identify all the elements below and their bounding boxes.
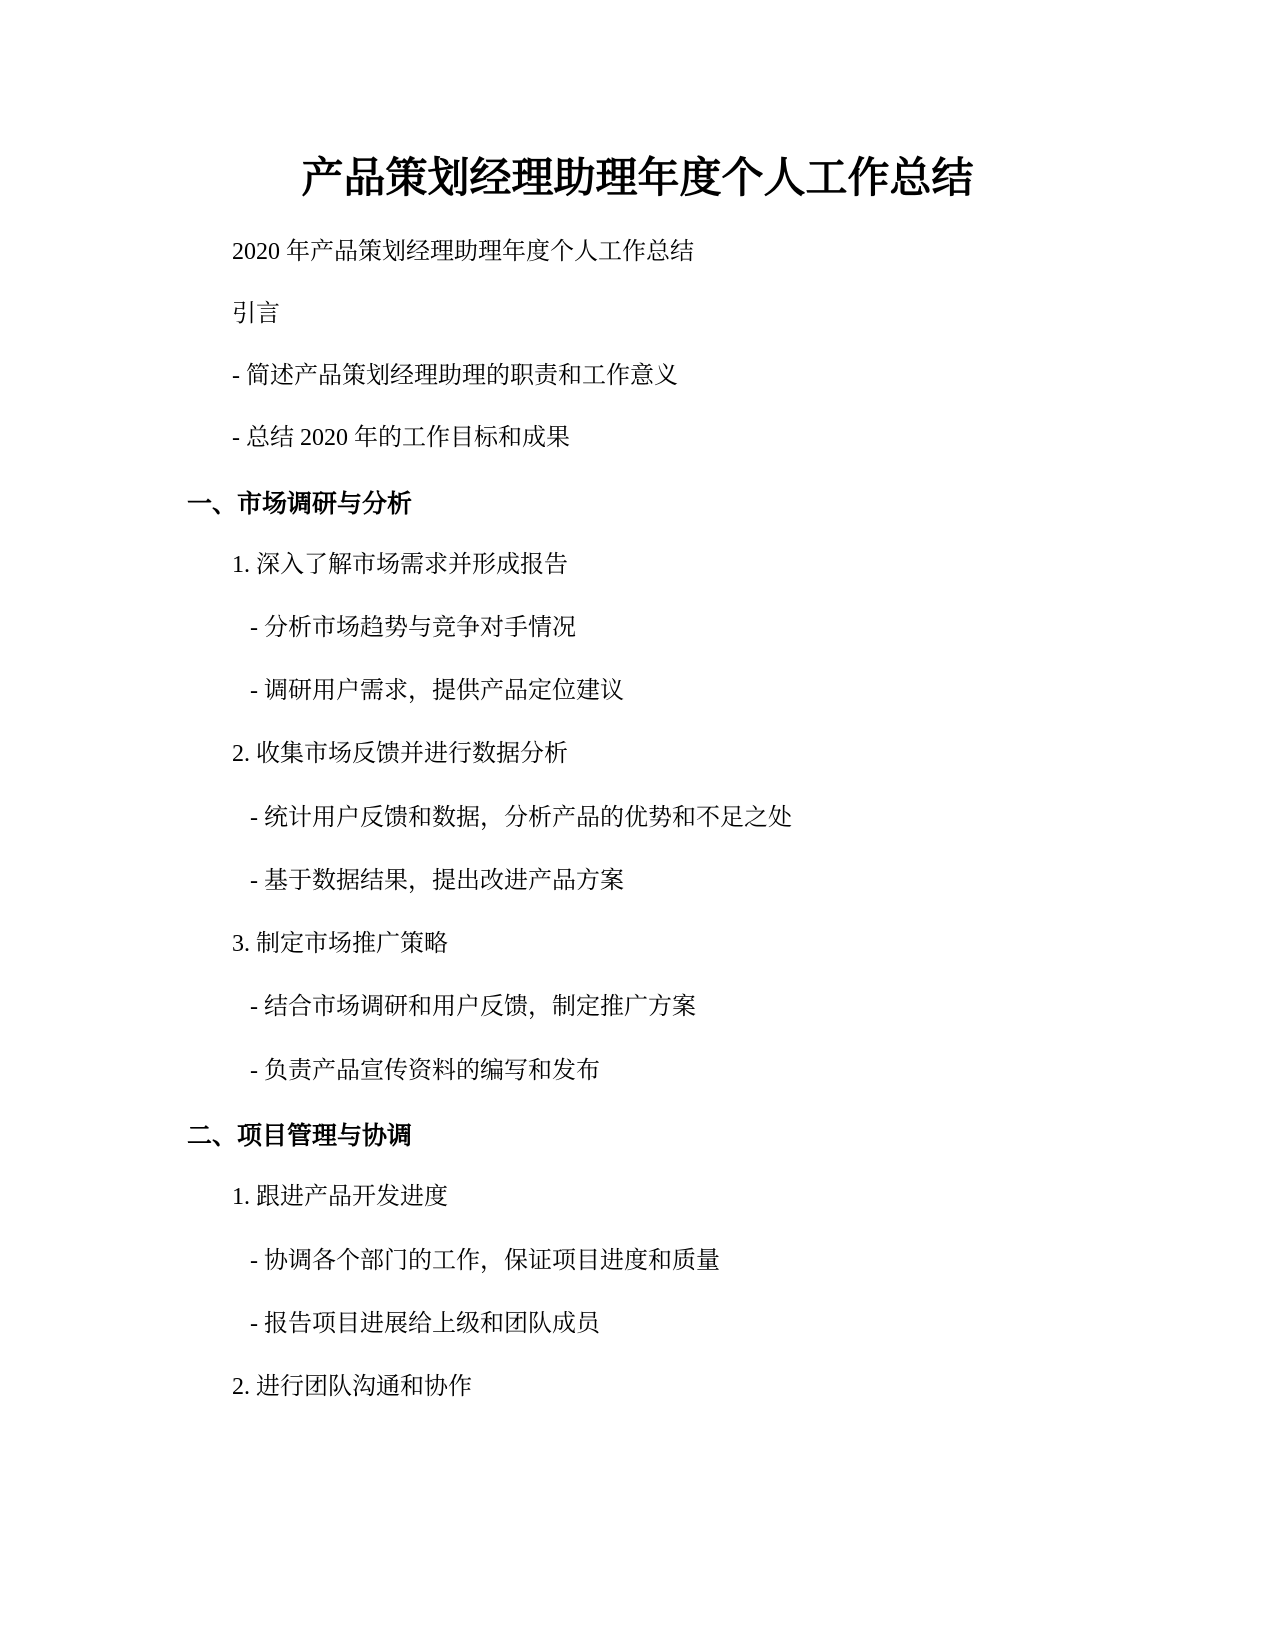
list-item: 1. 深入了解市场需求并形成报告 [232,552,568,578]
section-heading-market: 一、市场调研与分析 [187,489,413,518]
sub-list-item: - 统计用户反馈和数据，分析产品的优势和不足之处 [250,805,792,831]
list-item: 2. 收集市场反馈并进行数据分析 [232,741,568,767]
intro-label: 引言 [232,301,280,327]
sub-list-item: - 分析市场趋势与竞争对手情况 [250,615,576,641]
list-item: 2. 进行团队沟通和协作 [232,1374,472,1400]
sub-list-item: - 负责产品宣传资料的编写和发布 [250,1058,600,1084]
sub-list-item: - 报告项目进展给上级和团队成员 [250,1311,600,1337]
sub-list-item: - 基于数据结果，提出改进产品方案 [250,868,624,894]
sub-list-item: - 调研用户需求，提供产品定位建议 [250,678,624,704]
document-subtitle: 2020 年产品策划经理助理年度个人工作总结 [232,239,694,265]
intro-item: - 总结 2020 年的工作目标和成果 [232,425,570,451]
sub-list-item: - 结合市场调研和用户反馈，制定推广方案 [250,994,696,1020]
sub-list-item: - 协调各个部门的工作，保证项目进度和质量 [250,1248,720,1274]
list-item: 3. 制定市场推广策略 [232,931,448,957]
list-item: 1. 跟进产品开发进度 [232,1184,448,1210]
document-title: 产品策划经理助理年度个人工作总结 [301,153,974,202]
intro-item: - 简述产品策划经理助理的职责和工作意义 [232,363,678,389]
section-heading-project: 二、项目管理与协调 [187,1121,413,1150]
